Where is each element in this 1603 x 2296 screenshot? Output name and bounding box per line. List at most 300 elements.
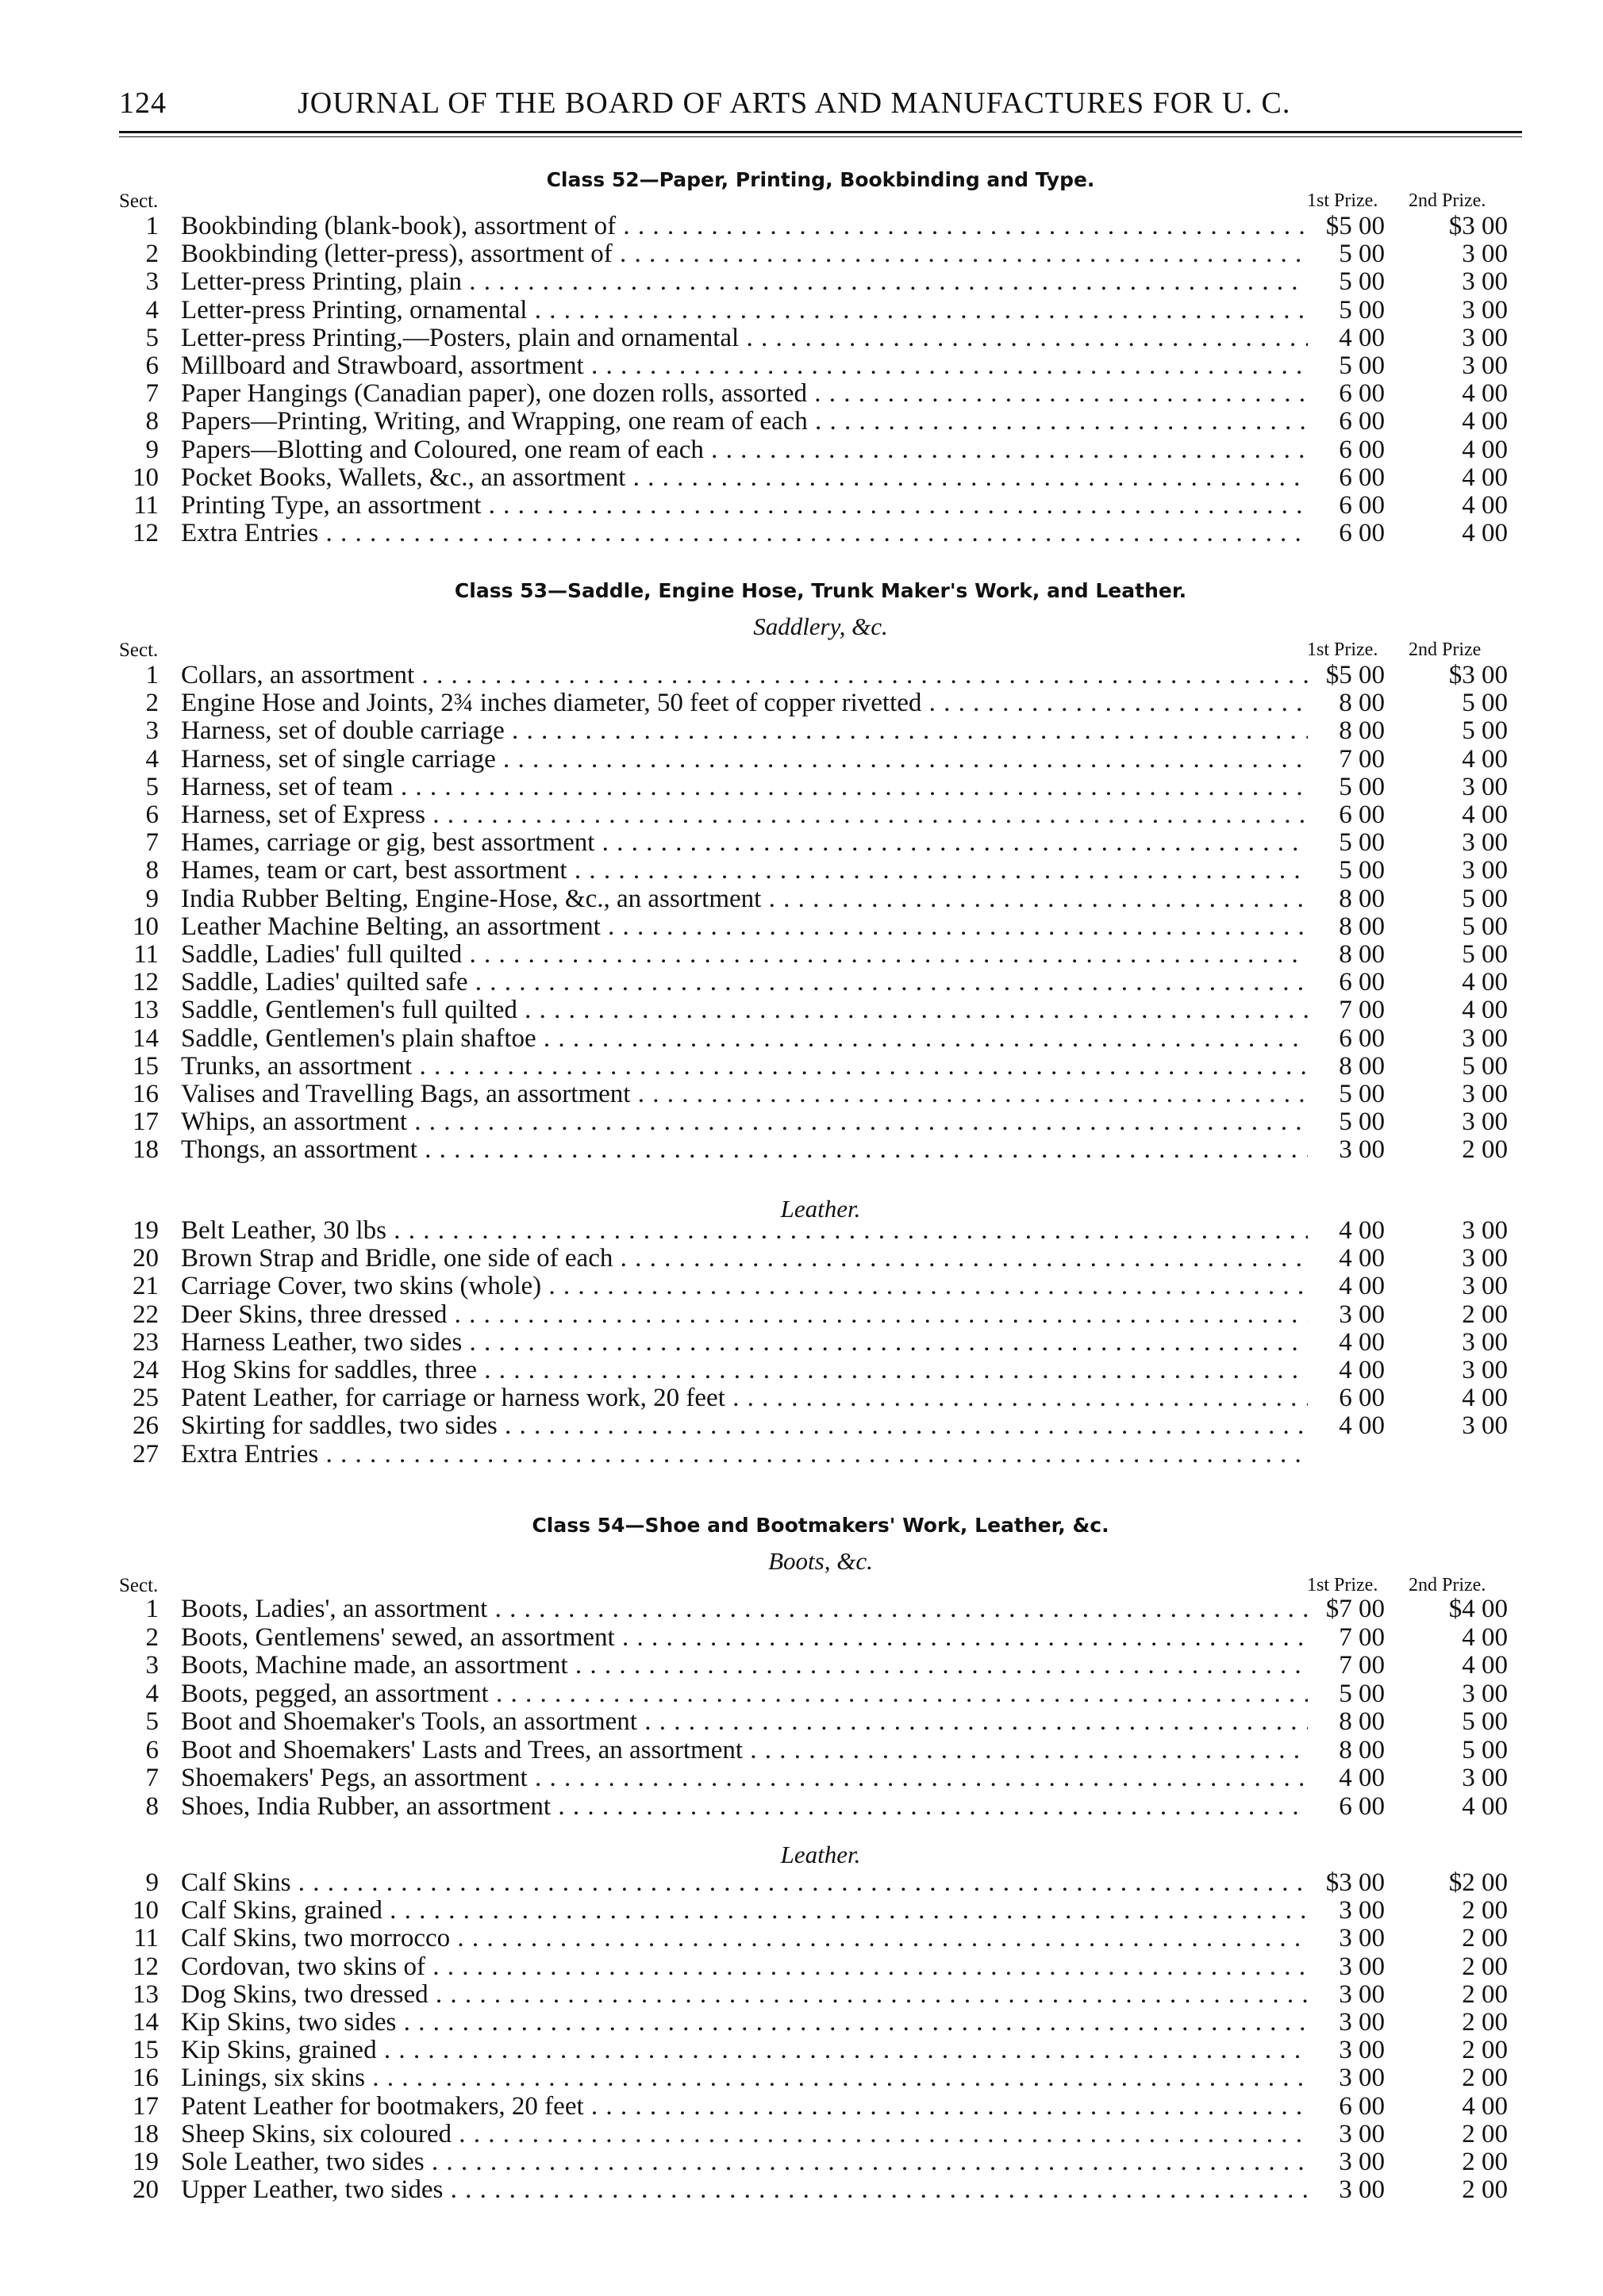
second-prize-amount: 3 00 <box>1462 772 1508 801</box>
second-prize-amount: 4 00 <box>1462 801 1508 829</box>
first-prize-amount: 3 00 <box>1339 2036 1385 2065</box>
list-row <box>0 1108 1603 1136</box>
entry-description: India Rubber Belting, Engine-Hose, &c., an assortment . . . <box>181 885 1308 913</box>
entry-description: Carriage Cover, two skins (whole) . . . <box>181 1273 1308 1300</box>
class-54-title: Class 54—Shoe and Bootmakers' Work, Leather, &c. <box>532 1514 1109 1537</box>
first-prize-amount: 7 00 <box>1339 996 1385 1025</box>
list-row <box>0 408 1603 436</box>
entry-description: Extra Entries . . . <box>181 520 1308 547</box>
sect-number: 1 <box>145 212 159 240</box>
list-row <box>0 1273 1603 1300</box>
first-prize-amount: 5 00 <box>1339 856 1385 885</box>
sect-number: 12 <box>133 519 159 548</box>
entry-description: Dog Skins, two dressed . . . <box>181 1981 1308 2009</box>
entry-description: Sole Leather, two sides . . . <box>181 2148 1308 2176</box>
first-prize-amount: 3 00 <box>1339 1924 1385 1953</box>
entry-description: Boots, pegged, an assortment . . . <box>181 1680 1308 1708</box>
entry-description: Trunks, an assortment . . . <box>181 1053 1308 1081</box>
entry-description: Patent Leather, for carriage or harness work, 20 feet . . . <box>181 1384 1308 1412</box>
first-prize-amount: 4 00 <box>1339 1764 1385 1792</box>
entry-description: Pocket Books, Wallets, &c., an assortment . . . <box>181 464 1308 492</box>
sect-number: 11 <box>133 1924 159 1953</box>
entry-description: Saddle, Ladies' quilted safe . . . <box>181 969 1308 996</box>
first-prize-amount: 3 00 <box>1339 2175 1385 2205</box>
list-row <box>0 324 1603 352</box>
first-prize-amount: 8 00 <box>1339 1735 1385 1764</box>
entry-description: Boot and Shoemakers' Lasts and Trees, an assortment . . . <box>181 1737 1308 1764</box>
sect-number: 14 <box>133 2008 159 2037</box>
entry-description: Kip Skins, two sides . . . <box>181 2009 1308 2037</box>
second-prize-amount: 4 00 <box>1462 968 1508 997</box>
entry-description: Linings, six skins . . . <box>181 2064 1308 2092</box>
second-prize-amount: 4 00 <box>1462 996 1508 1025</box>
sect-number: 2 <box>145 240 159 269</box>
first-prize-amount: 3 00 <box>1339 2148 1385 2176</box>
sect-number: 19 <box>133 2148 159 2176</box>
list-row <box>0 380 1603 408</box>
second-prize-amount: 5 00 <box>1462 1707 1508 1736</box>
entry-description: Papers—Printing, Writing, and Wrapping, one ream of each . . . <box>181 408 1308 436</box>
first-prize-amount: 4 00 <box>1339 1216 1385 1245</box>
list-row <box>0 662 1603 689</box>
first-prize-amount: $5 00 <box>1325 212 1385 240</box>
second-prize-amount: 2 00 <box>1462 2175 1508 2205</box>
list-row <box>0 1897 1603 1925</box>
second-prize-amount: 2 00 <box>1462 2036 1508 2065</box>
second-prize-label: 2nd Prize. <box>1409 190 1486 211</box>
sect-number: 27 <box>133 1439 159 1469</box>
page-number: 124 <box>119 86 167 120</box>
second-prize-amount: 2 00 <box>1462 2119 1508 2148</box>
sect-number: 9 <box>145 1868 159 1897</box>
second-prize-amount: 5 00 <box>1462 912 1508 941</box>
second-prize-amount: 2 00 <box>1462 1979 1508 2009</box>
first-prize-amount: 6 00 <box>1339 968 1385 997</box>
entry-description: Skirting for saddles, two sides . . . <box>181 1412 1308 1440</box>
page-header <box>119 86 1508 125</box>
header-rule <box>119 131 1522 133</box>
first-prize-amount: 6 00 <box>1339 379 1385 409</box>
list-row <box>0 1081 1603 1108</box>
entry-description: Thongs, an assortment . . . <box>181 1136 1308 1164</box>
first-prize-amount: 6 00 <box>1339 801 1385 829</box>
first-prize-amount: $3 00 <box>1325 1868 1385 1897</box>
sect-number: 5 <box>145 772 159 801</box>
second-prize-amount: 3 00 <box>1462 1244 1508 1273</box>
second-prize-amount: 3 00 <box>1462 240 1508 269</box>
list-row <box>0 1624 1603 1652</box>
first-prize-amount: 8 00 <box>1339 1707 1385 1736</box>
second-prize-amount: 3 00 <box>1462 267 1508 297</box>
list-row <box>0 1329 1603 1357</box>
second-prize-amount: 3 00 <box>1462 1023 1508 1053</box>
sect-number: 10 <box>133 1896 159 1925</box>
second-prize-amount: 5 00 <box>1462 1051 1508 1081</box>
list-row <box>0 492 1603 520</box>
entry-description: Harness Leather, two sides . . . <box>181 1329 1308 1357</box>
sect-number: 12 <box>133 1952 159 1981</box>
list-row <box>0 2064 1603 2092</box>
entry-description: Extra Entries . . . <box>181 1441 1308 1469</box>
list-row <box>0 996 1603 1024</box>
sect-label: Sect. <box>119 1575 159 1596</box>
list-row <box>0 1357 1603 1384</box>
sect-number: 3 <box>145 716 159 746</box>
list-row <box>0 1652 1603 1680</box>
entry-description: Papers—Blotting and Coloured, one ream of each . . . <box>181 436 1308 464</box>
sect-number: 9 <box>145 884 159 913</box>
list-row <box>0 464 1603 492</box>
sect-number: 20 <box>133 2175 159 2205</box>
entry-description: Collars, an assortment . . . <box>181 662 1308 689</box>
leather-subheading: Leather. <box>780 1841 861 1868</box>
entry-description: Hames, carriage or gig, best assortment . . . <box>181 829 1308 857</box>
second-prize-amount: 3 00 <box>1462 1108 1508 1137</box>
first-prize-amount: 6 00 <box>1339 491 1385 520</box>
list-row <box>0 1708 1603 1736</box>
sect-number: 19 <box>133 1216 159 1245</box>
entry-description: Cordovan, two skins of . . . <box>181 1953 1308 1981</box>
entry-description: Patent Leather for bootmakers, 20 feet . . . <box>181 2093 1308 2121</box>
first-prize-label: 1st Prize. <box>1307 190 1378 211</box>
second-prize-amount: 4 00 <box>1462 1384 1508 1413</box>
entry-description: Paper Hangings (Canadian paper), one dozen rolls, assorted . . . <box>181 380 1308 408</box>
list-row <box>0 1441 1603 1469</box>
first-prize-amount: 5 00 <box>1339 1108 1385 1137</box>
sect-number: 22 <box>133 1300 159 1329</box>
second-prize-amount: 2 00 <box>1462 2064 1508 2093</box>
list-row <box>0 297 1603 324</box>
first-prize-amount: 6 00 <box>1339 1384 1385 1413</box>
entry-description: Whips, an assortment . . . <box>181 1108 1308 1136</box>
second-prize-amount: 4 00 <box>1462 744 1508 774</box>
second-prize-amount: 2 00 <box>1462 1896 1508 1925</box>
second-prize-amount: 3 00 <box>1462 1679 1508 1708</box>
entry-description: Shoemakers' Pegs, an assortment . . . <box>181 1764 1308 1792</box>
second-prize-amount: 3 00 <box>1462 1216 1508 1245</box>
entry-description: Hames, team or cart, best assortment . . . <box>181 857 1308 885</box>
list-row <box>0 1217 1603 1245</box>
sect-number: 3 <box>145 1651 159 1680</box>
entry-description: Harness, set of single carriage . . . <box>181 746 1308 774</box>
list-row <box>0 1025 1603 1053</box>
second-prize-amount: $2 00 <box>1448 1868 1508 1897</box>
second-prize-amount: 3 00 <box>1462 856 1508 885</box>
list-row <box>0 1384 1603 1412</box>
sect-number: 4 <box>145 744 159 774</box>
first-prize-amount: 5 00 <box>1339 351 1385 380</box>
sect-number: 26 <box>133 1411 159 1441</box>
first-prize-amount: 3 00 <box>1339 1135 1385 1165</box>
second-prize-amount: 2 00 <box>1462 1135 1508 1165</box>
sect-number: 1 <box>145 661 159 689</box>
first-prize-amount: 6 00 <box>1339 1791 1385 1821</box>
first-prize-amount: 5 00 <box>1339 772 1385 801</box>
second-prize-amount: 4 00 <box>1462 379 1508 409</box>
first-prize-amount: 5 00 <box>1339 295 1385 324</box>
second-prize-amount: 4 00 <box>1462 463 1508 492</box>
entry-description: Printing Type, an assortment . . . <box>181 492 1308 520</box>
second-prize-amount: 3 00 <box>1462 351 1508 380</box>
list-row <box>0 240 1603 268</box>
sect-number: 18 <box>133 1135 159 1165</box>
list-row <box>0 1595 1603 1623</box>
entry-description: Letter-press Printing,—Posters, plain and ornamental . . . <box>181 324 1308 352</box>
sect-number: 8 <box>145 1791 159 1821</box>
first-prize-amount: 3 00 <box>1339 1300 1385 1329</box>
first-prize-amount: $5 00 <box>1325 661 1385 689</box>
sect-number: 20 <box>133 1244 159 1273</box>
list-row <box>0 2093 1603 2121</box>
sect-number: 12 <box>133 968 159 997</box>
first-prize-amount: 6 00 <box>1339 435 1385 464</box>
second-prize-amount: 4 00 <box>1462 435 1508 464</box>
sect-number: 25 <box>133 1384 159 1413</box>
list-row <box>0 213 1603 240</box>
second-prize-amount: 4 00 <box>1462 491 1508 520</box>
first-prize-amount: 6 00 <box>1339 1023 1385 1053</box>
list-row <box>0 689 1603 717</box>
list-row <box>0 717 1603 745</box>
list-row <box>0 1136 1603 1164</box>
entry-description: Shoes, India Rubber, an assortment . . . <box>181 1793 1308 1821</box>
list-row <box>0 436 1603 464</box>
first-prize-amount: 6 00 <box>1339 519 1385 548</box>
entry-description: Millboard and Strawboard, assortment . . . <box>181 352 1308 380</box>
boots-subheading: Boots, &c. <box>768 1547 873 1575</box>
sect-number: 2 <box>145 1622 159 1652</box>
list-row <box>0 2037 1603 2064</box>
entry-description: Calf Skins . . . <box>181 1869 1308 1897</box>
first-prize-amount: 4 00 <box>1339 1272 1385 1301</box>
list-row <box>0 1245 1603 1273</box>
sect-number: 10 <box>133 463 159 492</box>
sect-number: 10 <box>133 912 159 941</box>
sect-number: 17 <box>133 2091 159 2121</box>
list-row <box>0 2121 1603 2148</box>
sect-number: 17 <box>133 1108 159 1137</box>
class-53-title: Class 53—Saddle, Engine Hose, Trunk Maker's Work, and Leather. <box>454 579 1187 602</box>
sect-number: 9 <box>145 435 159 464</box>
sect-label: Sect. <box>119 639 159 661</box>
sect-label: Sect. <box>119 190 159 212</box>
second-prize-amount: 5 00 <box>1462 1735 1508 1764</box>
sect-number: 7 <box>145 379 159 409</box>
first-prize-amount: 4 00 <box>1339 1411 1385 1441</box>
list-row <box>0 1412 1603 1440</box>
entry-description: Sheep Skins, six coloured . . . <box>181 2121 1308 2148</box>
entry-description: Saddle, Ladies' full quilted . . . <box>181 941 1308 969</box>
list-row <box>0 1764 1603 1792</box>
second-prize-amount: 3 00 <box>1462 1411 1508 1441</box>
second-prize-amount: 3 00 <box>1462 323 1508 352</box>
entry-description: Leather Machine Belting, an assortment . . . <box>181 913 1308 941</box>
list-row <box>0 1053 1603 1081</box>
second-prize-amount: $3 00 <box>1448 212 1508 240</box>
first-prize-amount: 8 00 <box>1339 884 1385 913</box>
list-row <box>0 941 1603 969</box>
sect-number: 16 <box>133 1080 159 1108</box>
sect-number: 8 <box>145 407 159 436</box>
list-row <box>0 1981 1603 2009</box>
list-row <box>0 1869 1603 1897</box>
sect-number: 21 <box>133 1272 159 1301</box>
second-prize-amount: $4 00 <box>1448 1595 1508 1623</box>
first-prize-amount: 3 00 <box>1339 2119 1385 2148</box>
entry-description: Calf Skins, grained . . . <box>181 1897 1308 1925</box>
list-row <box>0 2148 1603 2176</box>
entry-description: Calf Skins, two morrocco . . . <box>181 1925 1308 1952</box>
sect-number: 13 <box>133 1979 159 2009</box>
first-prize-amount: $7 00 <box>1325 1595 1385 1623</box>
list-row <box>0 1953 1603 1981</box>
sect-number: 5 <box>145 323 159 352</box>
sect-number: 1 <box>145 1595 159 1623</box>
second-prize-amount: 2 00 <box>1462 1952 1508 1981</box>
entry-description: Boots, Gentlemens' sewed, an assortment . . . <box>181 1624 1308 1652</box>
first-prize-amount: 8 00 <box>1339 912 1385 941</box>
sect-number: 18 <box>133 2119 159 2148</box>
sect-number: 5 <box>145 1707 159 1736</box>
header-rule-thin <box>119 136 1522 137</box>
first-prize-amount: 8 00 <box>1339 716 1385 746</box>
sect-number: 3 <box>145 267 159 297</box>
sect-number: 2 <box>145 689 159 718</box>
sect-number: 7 <box>145 828 159 858</box>
second-prize-amount: 4 00 <box>1462 407 1508 436</box>
entry-description: Letter-press Printing, plain . . . <box>181 268 1308 296</box>
entry-description: Brown Strap and Bridle, one side of each . . . <box>181 1245 1308 1273</box>
first-prize-amount: 7 00 <box>1339 744 1385 774</box>
second-prize-label: 2nd Prize <box>1409 639 1482 660</box>
first-prize-amount: 5 00 <box>1339 828 1385 858</box>
sect-number: 6 <box>145 801 159 829</box>
second-prize-amount: 3 00 <box>1462 1327 1508 1357</box>
entry-description: Letter-press Printing, ornamental . . . <box>181 297 1308 324</box>
entry-description: Bookbinding (letter-press), assortment of . . . <box>181 240 1308 268</box>
second-prize-amount: $3 00 <box>1448 661 1508 689</box>
first-prize-amount: 3 00 <box>1339 1979 1385 2009</box>
first-prize-amount: 5 00 <box>1339 1080 1385 1108</box>
first-prize-amount: 5 00 <box>1339 267 1385 297</box>
entry-description: Belt Leather, 30 lbs . . . <box>181 1217 1308 1245</box>
first-prize-amount: 3 00 <box>1339 1952 1385 1981</box>
sect-number: 15 <box>133 1051 159 1081</box>
entry-description: Engine Hose and Joints, 2¾ inches diameter, 50 feet of copper rivetted . . . <box>181 689 1308 717</box>
first-prize-amount: 7 00 <box>1339 1651 1385 1680</box>
list-row <box>0 829 1603 857</box>
second-prize-amount: 2 00 <box>1462 1924 1508 1953</box>
sect-number: 16 <box>133 2064 159 2093</box>
list-row <box>0 2009 1603 2037</box>
second-prize-amount: 3 00 <box>1462 295 1508 324</box>
second-prize-amount: 3 00 <box>1462 1272 1508 1301</box>
first-prize-amount: 6 00 <box>1339 407 1385 436</box>
sect-number: 24 <box>133 1356 159 1384</box>
list-row <box>0 801 1603 829</box>
second-prize-label: 2nd Prize. <box>1409 1575 1486 1595</box>
list-row <box>0 268 1603 296</box>
list-row <box>0 885 1603 913</box>
list-row <box>0 1680 1603 1708</box>
first-prize-amount: 6 00 <box>1339 2091 1385 2121</box>
saddlery-subheading: Saddlery, &c. <box>753 612 888 640</box>
second-prize-amount: 4 00 <box>1462 1622 1508 1652</box>
first-prize-amount: 6 00 <box>1339 463 1385 492</box>
sect-number: 23 <box>133 1327 159 1357</box>
entry-description: Harness, set of Express . . . <box>181 801 1308 829</box>
second-prize-amount: 2 00 <box>1462 1300 1508 1329</box>
first-prize-amount: 7 00 <box>1339 1622 1385 1652</box>
first-prize-amount: 4 00 <box>1339 1244 1385 1273</box>
list-row <box>0 774 1603 801</box>
entry-description: Boot and Shoemaker's Tools, an assortment . . . <box>181 1708 1308 1736</box>
second-prize-amount: 4 00 <box>1462 1791 1508 1821</box>
sect-number: 4 <box>145 1679 159 1708</box>
list-row <box>0 969 1603 996</box>
entry-description: Saddle, Gentlemen's full quilted . . . <box>181 996 1308 1024</box>
first-prize-amount: 4 00 <box>1339 1356 1385 1384</box>
list-row <box>0 1793 1603 1821</box>
sect-number: 14 <box>133 1023 159 1053</box>
entry-description: Boots, Machine made, an assortment . . . <box>181 1652 1308 1680</box>
first-prize-amount: 4 00 <box>1339 323 1385 352</box>
list-row <box>0 1737 1603 1764</box>
class-52-title: Class 52—Paper, Printing, Bookbinding and Type. <box>546 168 1095 191</box>
sect-number: 6 <box>145 1735 159 1764</box>
sect-number: 11 <box>133 940 159 969</box>
sect-number: 6 <box>145 351 159 380</box>
entry-description: Valises and Travelling Bags, an assortment . . . <box>181 1081 1308 1108</box>
sect-number: 8 <box>145 856 159 885</box>
entry-description: Boots, Ladies', an assortment . . . <box>181 1595 1308 1623</box>
entry-description: Harness, set of double carriage . . . <box>181 717 1308 745</box>
list-row <box>0 1301 1603 1329</box>
second-prize-amount: 3 00 <box>1462 1356 1508 1384</box>
list-row <box>0 520 1603 547</box>
first-prize-amount: 5 00 <box>1339 240 1385 269</box>
entry-description: Upper Leather, two sides . . . <box>181 2176 1308 2204</box>
sect-number: 4 <box>145 295 159 324</box>
list-row <box>0 2176 1603 2204</box>
list-row <box>0 746 1603 774</box>
second-prize-amount: 3 00 <box>1462 1080 1508 1108</box>
entry-description: Saddle, Gentlemen's plain shaftoe . . . <box>181 1025 1308 1053</box>
first-prize-label: 1st Prize. <box>1307 639 1378 660</box>
first-prize-amount: 5 00 <box>1339 1679 1385 1708</box>
list-row <box>0 352 1603 380</box>
entry-description: Deer Skins, three dressed . . . <box>181 1301 1308 1329</box>
first-prize-amount: 8 00 <box>1339 1051 1385 1081</box>
second-prize-amount: 5 00 <box>1462 940 1508 969</box>
first-prize-amount: 8 00 <box>1339 940 1385 969</box>
second-prize-amount: 2 00 <box>1462 2008 1508 2037</box>
journal-title: JOURNAL OF THE BOARD OF ARTS AND MANUFACTURES FOR U. C. <box>298 86 1291 120</box>
entry-description: Kip Skins, grained . . . <box>181 2037 1308 2064</box>
first-prize-label: 1st Prize. <box>1307 1575 1378 1595</box>
first-prize-amount: 3 00 <box>1339 1896 1385 1925</box>
sect-number: 11 <box>133 491 159 520</box>
list-row <box>0 857 1603 885</box>
sect-number: 15 <box>133 2036 159 2065</box>
list-row <box>0 1925 1603 1952</box>
second-prize-amount: 3 00 <box>1462 1764 1508 1792</box>
entry-description: Bookbinding (blank-book), assortment of . . . <box>181 213 1308 240</box>
sect-number: 7 <box>145 1764 159 1792</box>
second-prize-amount: 3 00 <box>1462 828 1508 858</box>
list-row <box>0 913 1603 941</box>
second-prize-amount: 2 00 <box>1462 2148 1508 2176</box>
